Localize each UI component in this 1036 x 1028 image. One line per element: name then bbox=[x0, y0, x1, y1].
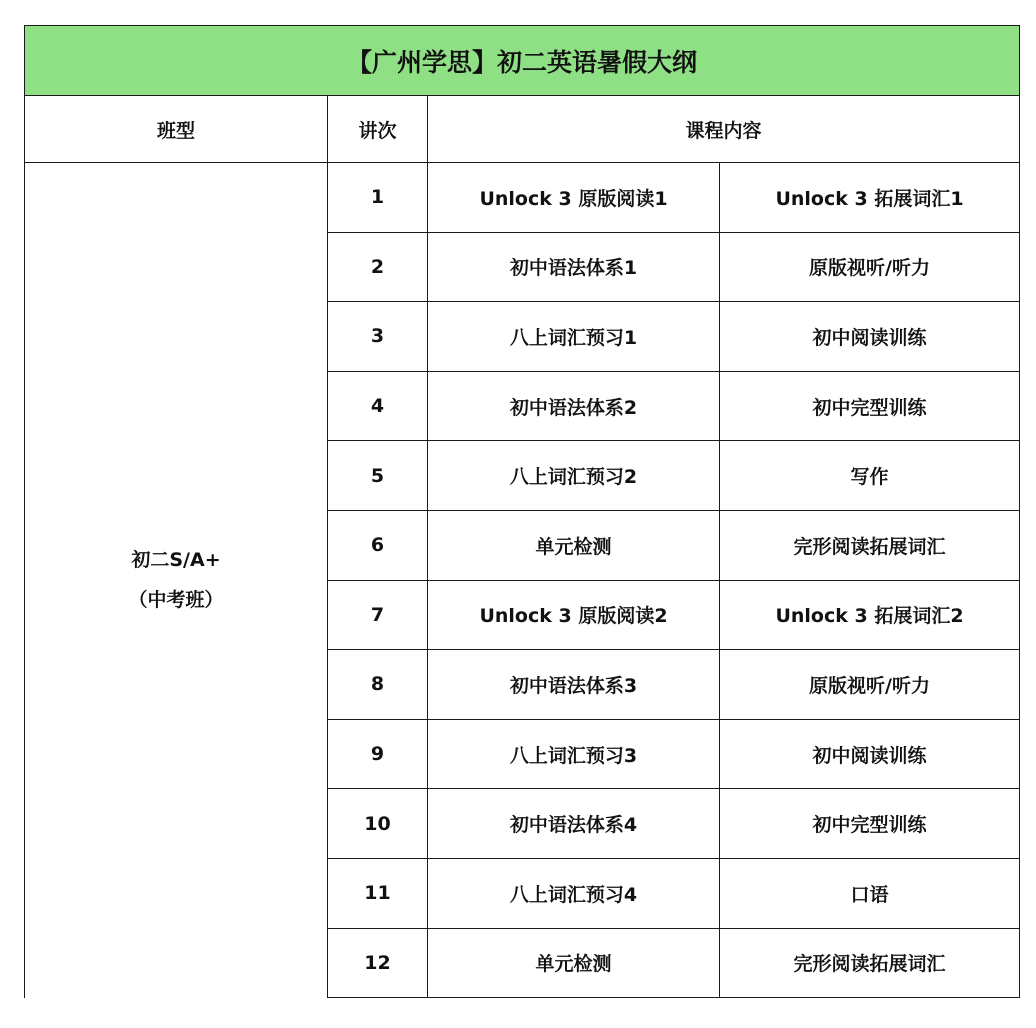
lesson-content-b: Unlock 3 拓展词汇1 bbox=[720, 163, 1020, 233]
lesson-content-a: Unlock 3 原版阅读1 bbox=[428, 163, 720, 233]
lesson-content-b: 完形阅读拓展词汇 bbox=[720, 928, 1020, 998]
lesson-content-a: 单元检测 bbox=[428, 928, 720, 998]
lesson-content-b: 原版视听/听力 bbox=[720, 650, 1020, 720]
lesson-content-a: Unlock 3 原版阅读2 bbox=[428, 580, 720, 650]
lesson-number: 8 bbox=[328, 650, 428, 720]
syllabus-table bbox=[24, 25, 1020, 998]
lesson-number: 12 bbox=[328, 928, 428, 998]
title-row bbox=[25, 26, 1020, 96]
class-type-note: （中考班） bbox=[128, 589, 224, 612]
lesson-content-a: 初中语法体系1 bbox=[428, 232, 720, 302]
lesson-content-b: Unlock 3 拓展词汇2 bbox=[720, 580, 1020, 650]
lesson-content-b: 原版视听/听力 bbox=[720, 232, 1020, 302]
lesson-number: 4 bbox=[328, 371, 428, 441]
header-class-type: 班型 bbox=[25, 96, 328, 163]
lesson-content-b: 完形阅读拓展词汇 bbox=[720, 510, 1020, 580]
lesson-content-a: 八上词汇预习4 bbox=[428, 858, 720, 928]
lesson-number: 6 bbox=[328, 510, 428, 580]
header-lesson-no: 讲次 bbox=[328, 96, 428, 163]
lesson-content-b: 初中阅读训练 bbox=[720, 719, 1020, 789]
lesson-number: 2 bbox=[328, 232, 428, 302]
lesson-content-b: 口语 bbox=[720, 858, 1020, 928]
lesson-content-a: 八上词汇预习1 bbox=[428, 302, 720, 372]
lesson-number: 10 bbox=[328, 789, 428, 859]
lesson-content-a: 初中语法体系4 bbox=[428, 789, 720, 859]
lesson-content-b: 初中完型训练 bbox=[720, 371, 1020, 441]
lesson-number: 3 bbox=[328, 302, 428, 372]
class-type-name: 初二S/A+ bbox=[131, 549, 221, 572]
lesson-content-b: 初中完型训练 bbox=[720, 789, 1020, 859]
table-row bbox=[25, 163, 1020, 233]
lesson-number: 11 bbox=[328, 858, 428, 928]
class-type-cell bbox=[25, 163, 328, 998]
lesson-number: 9 bbox=[328, 719, 428, 789]
lesson-content-b: 写作 bbox=[720, 441, 1020, 511]
lesson-content-a: 初中语法体系3 bbox=[428, 650, 720, 720]
header-row bbox=[25, 96, 1020, 163]
lesson-content-a: 八上词汇预习3 bbox=[428, 719, 720, 789]
lesson-content-a: 单元检测 bbox=[428, 510, 720, 580]
lesson-content-a: 八上词汇预习2 bbox=[428, 441, 720, 511]
lesson-number: 7 bbox=[328, 580, 428, 650]
lesson-content-a: 初中语法体系2 bbox=[428, 371, 720, 441]
lesson-content-b: 初中阅读训练 bbox=[720, 302, 1020, 372]
table-title: 【广州学思】初二英语暑假大纲 bbox=[25, 26, 1020, 96]
lesson-number: 5 bbox=[328, 441, 428, 511]
header-content: 课程内容 bbox=[428, 96, 1020, 163]
lesson-number: 1 bbox=[328, 163, 428, 233]
